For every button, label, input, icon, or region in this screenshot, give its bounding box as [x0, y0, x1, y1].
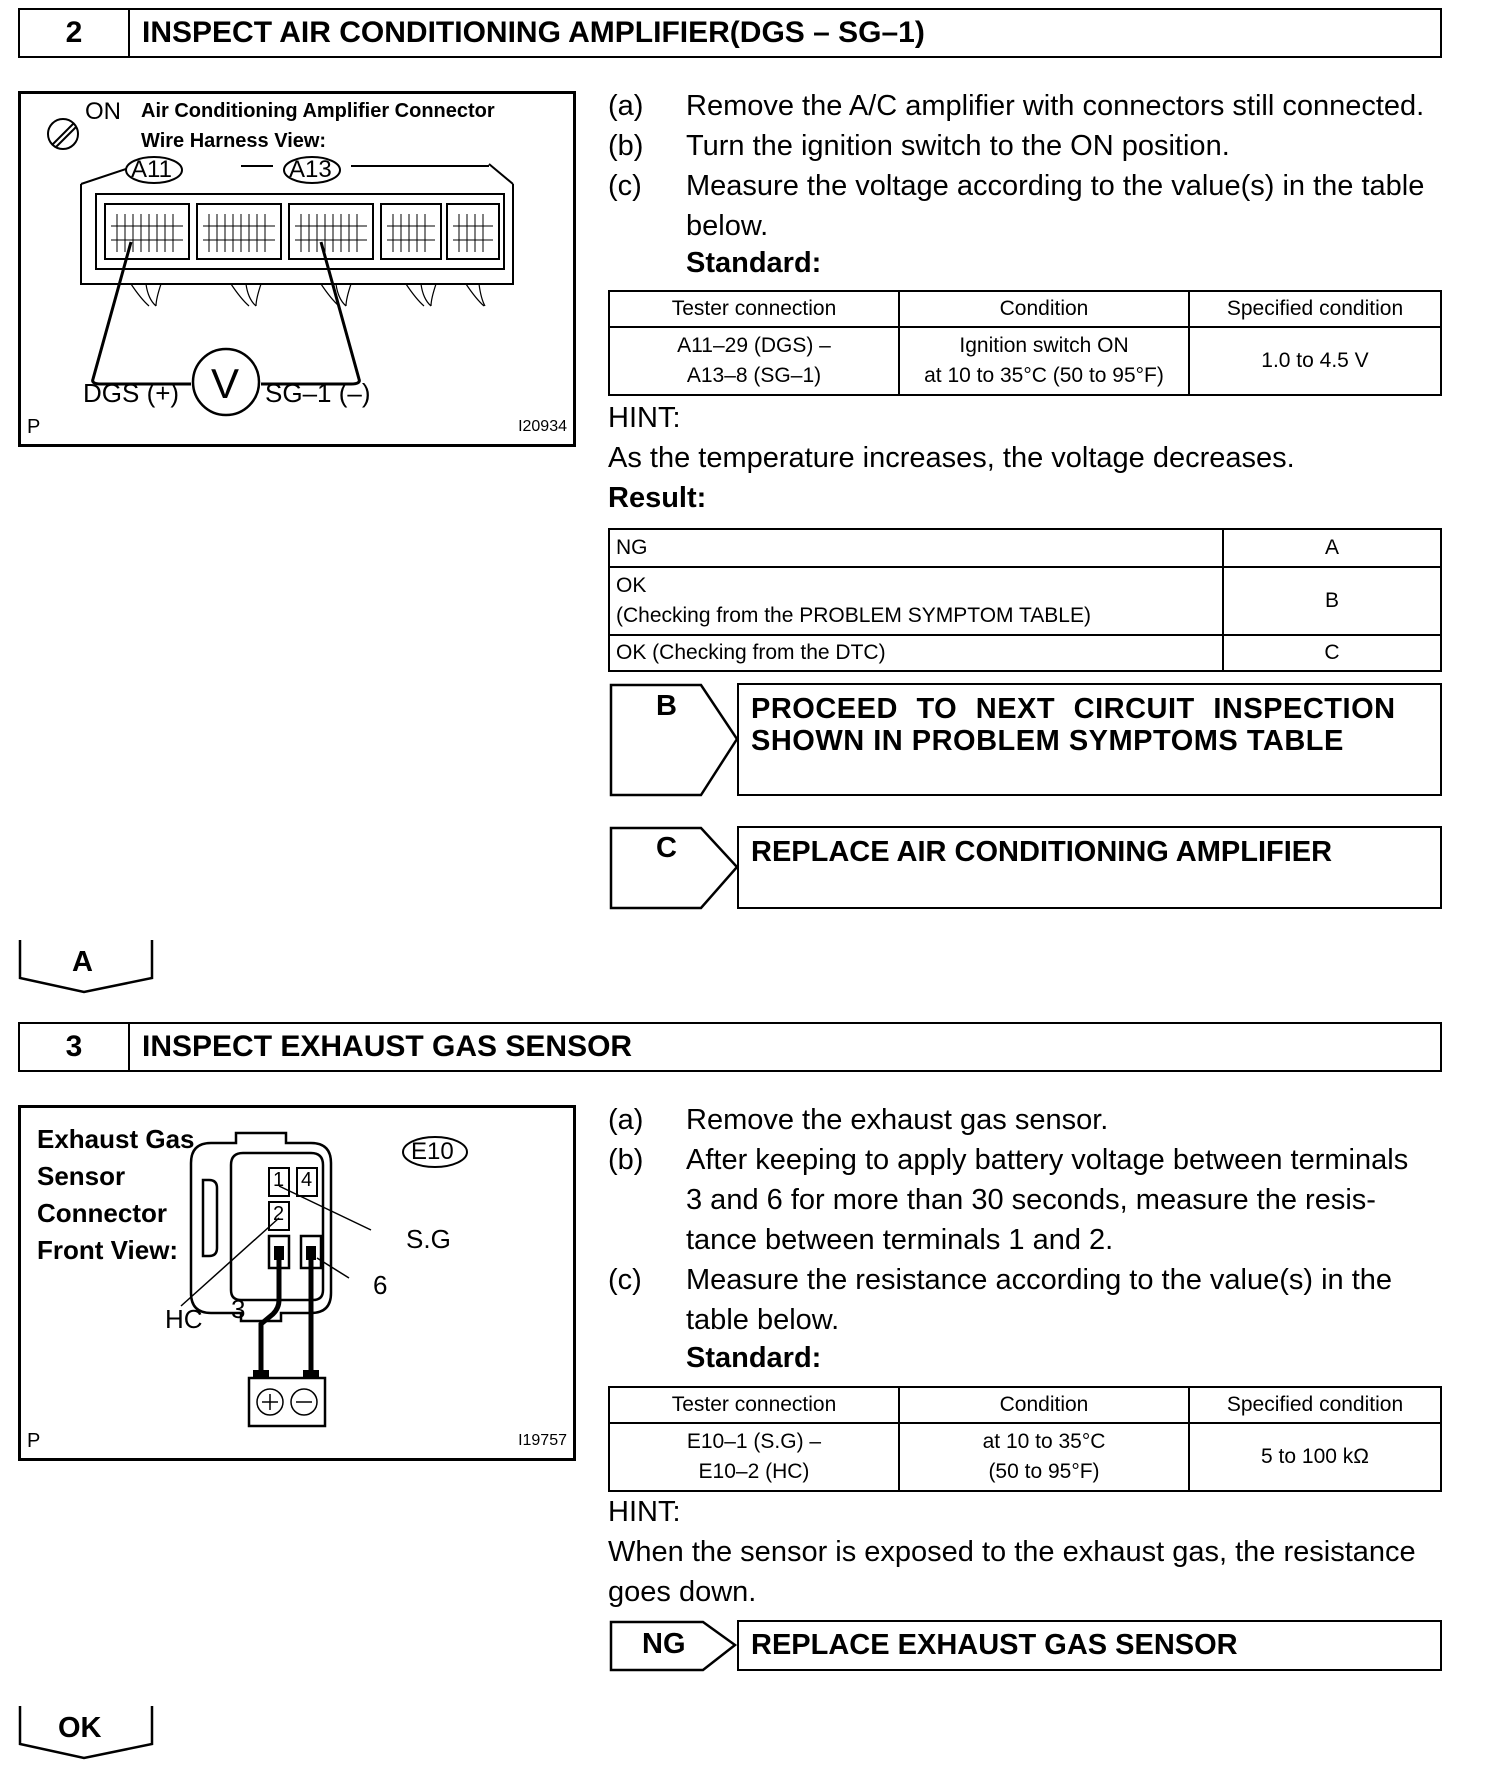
branch-b-code: B — [656, 690, 677, 722]
step-3-number: 3 — [20, 1024, 130, 1070]
result-table — [608, 528, 1442, 672]
branch-c-text: REPLACE AIR CONDITIONING AMPLIFIER — [751, 836, 1333, 868]
terminal-6-label: 6 — [373, 1270, 388, 1300]
sensor-label-line3: Connector — [37, 1198, 167, 1228]
step-3b — [608, 1140, 1444, 1260]
step-text: below. — [686, 210, 769, 242]
step-text: Measure the resistance according to the value(s) in the — [686, 1264, 1393, 1296]
pin-4-label: 4 — [301, 1169, 313, 1191]
branch-ng-text: REPLACE EXHAUST GAS SENSOR — [751, 1629, 1238, 1661]
table-row — [609, 1423, 1441, 1491]
hint-label: HINT: — [608, 402, 681, 434]
resistance-standard-table — [608, 1386, 1442, 1492]
tester-connection-line1: A11–29 (DGS) – — [677, 334, 831, 357]
next-a-code: A — [72, 946, 93, 978]
ignition-on-label: ON — [85, 98, 121, 125]
result-label: Result: — [608, 482, 707, 514]
branch-ng-code: NG — [642, 1628, 686, 1660]
hint-text: As the temperature increases, the voltage decreases. — [608, 442, 1295, 474]
step-text: Remove the exhaust gas sensor. — [686, 1104, 1109, 1136]
hint-text-line1: When the sensor is exposed to the exhaust gas, the resistance — [608, 1536, 1416, 1568]
standard-label: Standard: — [686, 247, 822, 279]
branch-c-result-box — [737, 826, 1442, 909]
voltage-standard-table — [608, 290, 1442, 396]
step-3-title: INSPECT EXHAUST GAS SENSOR — [142, 1030, 633, 1063]
branch-b-line1: PROCEED TO NEXT CIRCUIT INSPECTION — [751, 693, 1396, 725]
step-text: 3 and 6 for more than 30 seconds, measure the resis- — [686, 1184, 1376, 1216]
sg-terminal-label: S.G — [406, 1224, 451, 1254]
branch-c-code: C — [656, 832, 677, 864]
result-text: NG — [609, 529, 1223, 567]
step-text: Remove the A/C amplifier with connectors still connected. — [686, 90, 1425, 122]
hc-terminal-label: HC — [165, 1304, 203, 1334]
dgs-label: DGS (+) — [83, 378, 180, 408]
step-text: After keeping to apply battery voltage between terminals — [686, 1144, 1409, 1176]
table-row — [609, 567, 1441, 635]
next-ok-code: OK — [58, 1712, 102, 1744]
step-text: Turn the ignition switch to the ON position. — [686, 130, 1230, 162]
connector-a13-label: A13 — [289, 156, 332, 183]
specified-condition: 5 to 100 kΩ — [1189, 1423, 1441, 1491]
figure-corner-p: P — [27, 1430, 41, 1452]
figure-id: I20934 — [518, 418, 567, 435]
terminal-3-label: 3 — [231, 1294, 246, 1324]
step-3a — [608, 1100, 1444, 1140]
hint-text-line2: goes down. — [608, 1576, 757, 1608]
result-code: A — [1223, 529, 1441, 567]
battery-icon — [249, 1370, 325, 1426]
branch-b-line2: SHOWN IN PROBLEM SYMPTOMS TABLE — [751, 725, 1344, 757]
amplifier-connector-figure — [18, 91, 576, 447]
step-2b — [608, 126, 1444, 166]
step-3-header — [18, 1022, 1442, 1072]
step-2a — [608, 86, 1444, 126]
tester-connection-line2: E10–2 (HC) — [698, 1460, 810, 1483]
voltmeter-symbol: V — [211, 360, 240, 407]
step-label: (c) — [608, 1264, 642, 1296]
step-3c — [608, 1260, 1444, 1340]
figure-title-line1: Air Conditioning Amplifier Connector — [141, 100, 495, 122]
pin-2-label: 2 — [273, 1203, 285, 1225]
step-2-number: 2 — [20, 10, 130, 56]
result-text: OK (Checking from the DTC) — [609, 635, 1223, 671]
col-header: Specified condition — [1189, 291, 1441, 327]
condition-line2: at 10 to 35°C (50 to 95°F) — [924, 364, 1164, 387]
col-header: Tester connection — [609, 291, 899, 327]
step-label: (c) — [608, 170, 642, 202]
result-text: (Checking from the PROBLEM SYMPTOM TABLE) — [616, 604, 1091, 627]
condition-line1: at 10 to 35°C — [982, 1430, 1106, 1453]
branch-b-result-box — [737, 683, 1442, 796]
hint-label: HINT: — [608, 1496, 681, 1528]
table-row — [609, 529, 1441, 567]
step-text: tance between terminals 1 and 2. — [686, 1224, 1114, 1256]
pin-1-label: 1 — [273, 1169, 285, 1191]
connector-e10-label: E10 — [411, 1138, 454, 1165]
col-header: Specified condition — [1189, 1387, 1441, 1423]
standard-label: Standard: — [686, 1342, 822, 1374]
step-label: (a) — [608, 90, 644, 122]
sg1-label: SG–1 (–) — [265, 378, 371, 408]
step-2-header — [18, 8, 1442, 58]
step-label: (a) — [608, 1104, 644, 1136]
step-2c — [608, 166, 1444, 246]
result-code: B — [1223, 567, 1441, 635]
amplifier-connector-icon — [81, 164, 513, 306]
connector-a11-label: A11 — [131, 156, 172, 183]
exhaust-sensor-connector-figure — [18, 1105, 576, 1461]
specified-condition: 1.0 to 4.5 V — [1189, 327, 1441, 395]
step-label: (b) — [608, 130, 644, 162]
branch-ng-result-box — [737, 1620, 1442, 1671]
col-header: Tester connection — [609, 1387, 899, 1423]
tester-connection-line1: E10–1 (S.G) – — [686, 1430, 822, 1453]
condition-line2: (50 to 95°F) — [988, 1460, 1100, 1483]
condition-line1: Ignition switch ON — [959, 334, 1129, 357]
step-2-title: INSPECT AIR CONDITIONING AMPLIFIER(DGS – SG–1) — [142, 16, 925, 49]
step-label: (b) — [608, 1144, 644, 1176]
step-text: Measure the voltage according to the value(s) in the table — [686, 170, 1425, 202]
figure-corner-p: P — [27, 416, 41, 438]
table-row — [609, 327, 1441, 395]
ignition-switch-icon — [48, 119, 78, 149]
table-row — [609, 635, 1441, 671]
result-code: C — [1223, 635, 1441, 671]
result-text: OK — [616, 574, 647, 597]
col-header: Condition — [899, 1387, 1189, 1423]
step-text: table below. — [686, 1304, 840, 1336]
col-header: Condition — [899, 291, 1189, 327]
figure-title-line2: Wire Harness View: — [141, 130, 327, 152]
sensor-label-line1: Exhaust Gas — [37, 1124, 195, 1154]
tester-connection-line2: A13–8 (SG–1) — [686, 364, 822, 387]
figure-id: I19757 — [518, 1432, 567, 1449]
sensor-label-line2: Sensor — [37, 1161, 126, 1191]
sensor-label-line4: Front View: — [37, 1235, 179, 1265]
